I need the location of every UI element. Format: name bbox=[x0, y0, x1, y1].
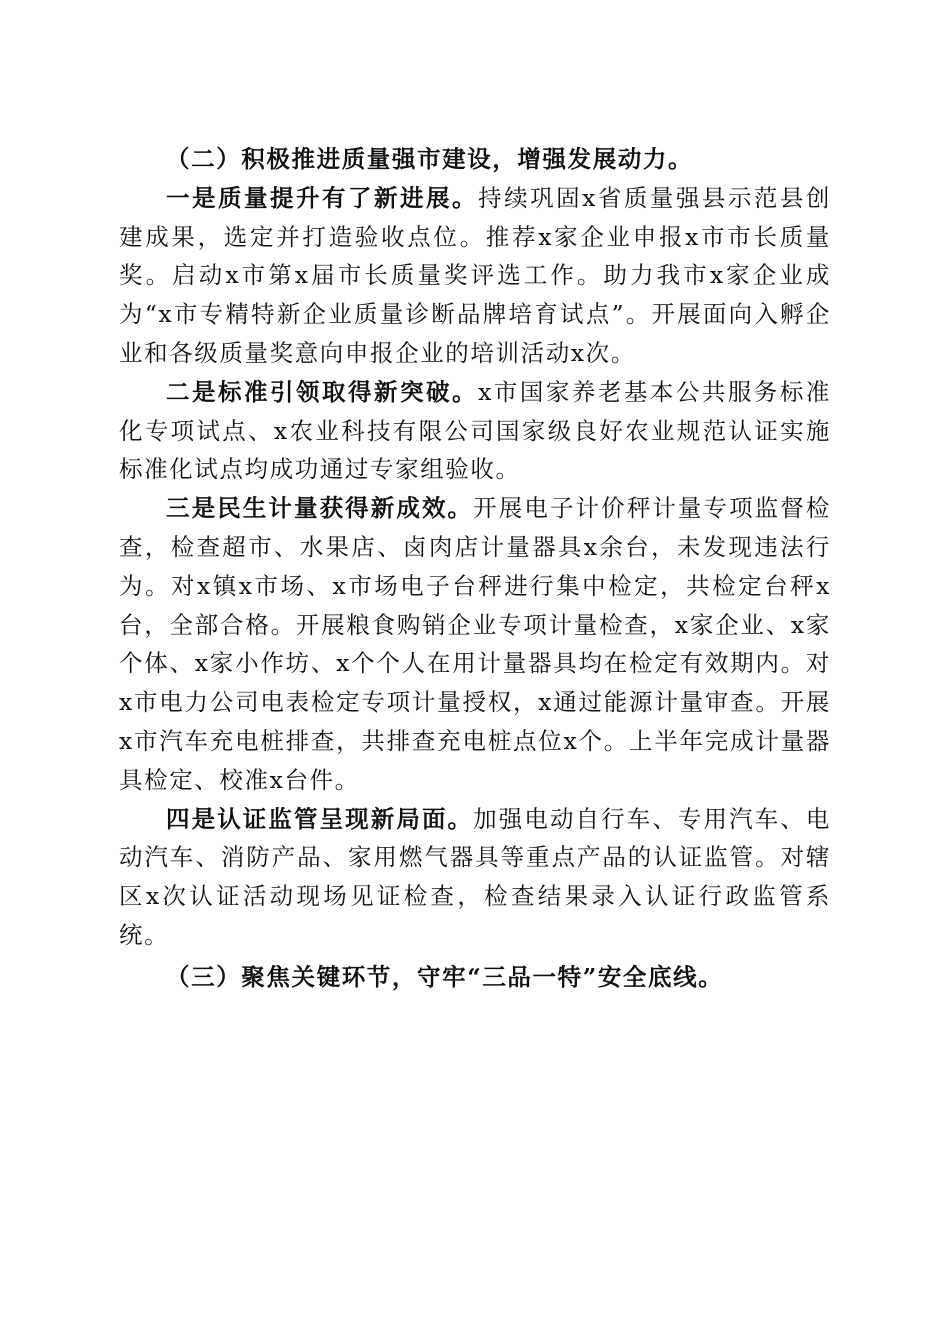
paragraph-lead: 二是标准引领取得新突破。 bbox=[166, 377, 479, 406]
document-body bbox=[119, 140, 831, 997]
paragraph-text: 开展电子计价秤计量专项监督检查，检查超市、水果店、卤肉店计量器具x余台，未发现违法行为。对x镇x市场、x市场电子台秤进行集中检定，共检定台秤x台，全部合格。开展粮食购销企业专项计量检查，x家企业、x家个体、x家小作坊、x个个人在用计量器具均在检定有效期内。对x市电力公司电表检定专项计量授权，x通过能源计量审查。开展x市汽车充电桩排查，共排查充电桩点位x个。上半年完成计量器具检定、校准x台件。 bbox=[119, 494, 831, 794]
section-heading-2: （二）积极推进质量强市建设，增强发展动力。 bbox=[166, 145, 694, 173]
paragraph-lead: 四是认证监管呈现新局面。 bbox=[166, 804, 474, 833]
paragraph-standards bbox=[119, 373, 831, 489]
paragraph-text: 持续巩固x省质量强县示范县创建成果，选定并打造验收点位。推荐x家企业申报x市市长质量奖。启动x市第x届市长质量奖评选工作。助力我市x家企业成为“x市专精特新企业质量诊断品牌培育试点”。开展面向入孵企业和各级质量奖意向申报企业的培训活动x次。 bbox=[119, 183, 832, 367]
paragraph-lead: 一是质量提升有了新进展。 bbox=[166, 183, 479, 212]
paragraph-lead: 三是民生计量获得新成效。 bbox=[166, 494, 474, 523]
paragraph-certification bbox=[119, 800, 831, 955]
paragraph-text: 加强电动自行车、专用汽车、电动汽车、消防产品、家用燃气器具等重点产品的认证监管。对辖区x次认证活动现场见证检查，检查结果录入认证行政监管系统。 bbox=[119, 804, 831, 949]
paragraph-text: x市国家养老基本公共服务标准化专项试点、x农业科技有限公司国家级良好农业规范认证实施标准化试点均成功通过专家组验收。 bbox=[119, 377, 832, 484]
paragraph-metrology bbox=[119, 489, 831, 799]
paragraph-quality-improvement bbox=[119, 179, 831, 373]
section-heading-3: （三）聚焦关键环节，守牢“三品一特”安全底线。 bbox=[166, 962, 724, 991]
